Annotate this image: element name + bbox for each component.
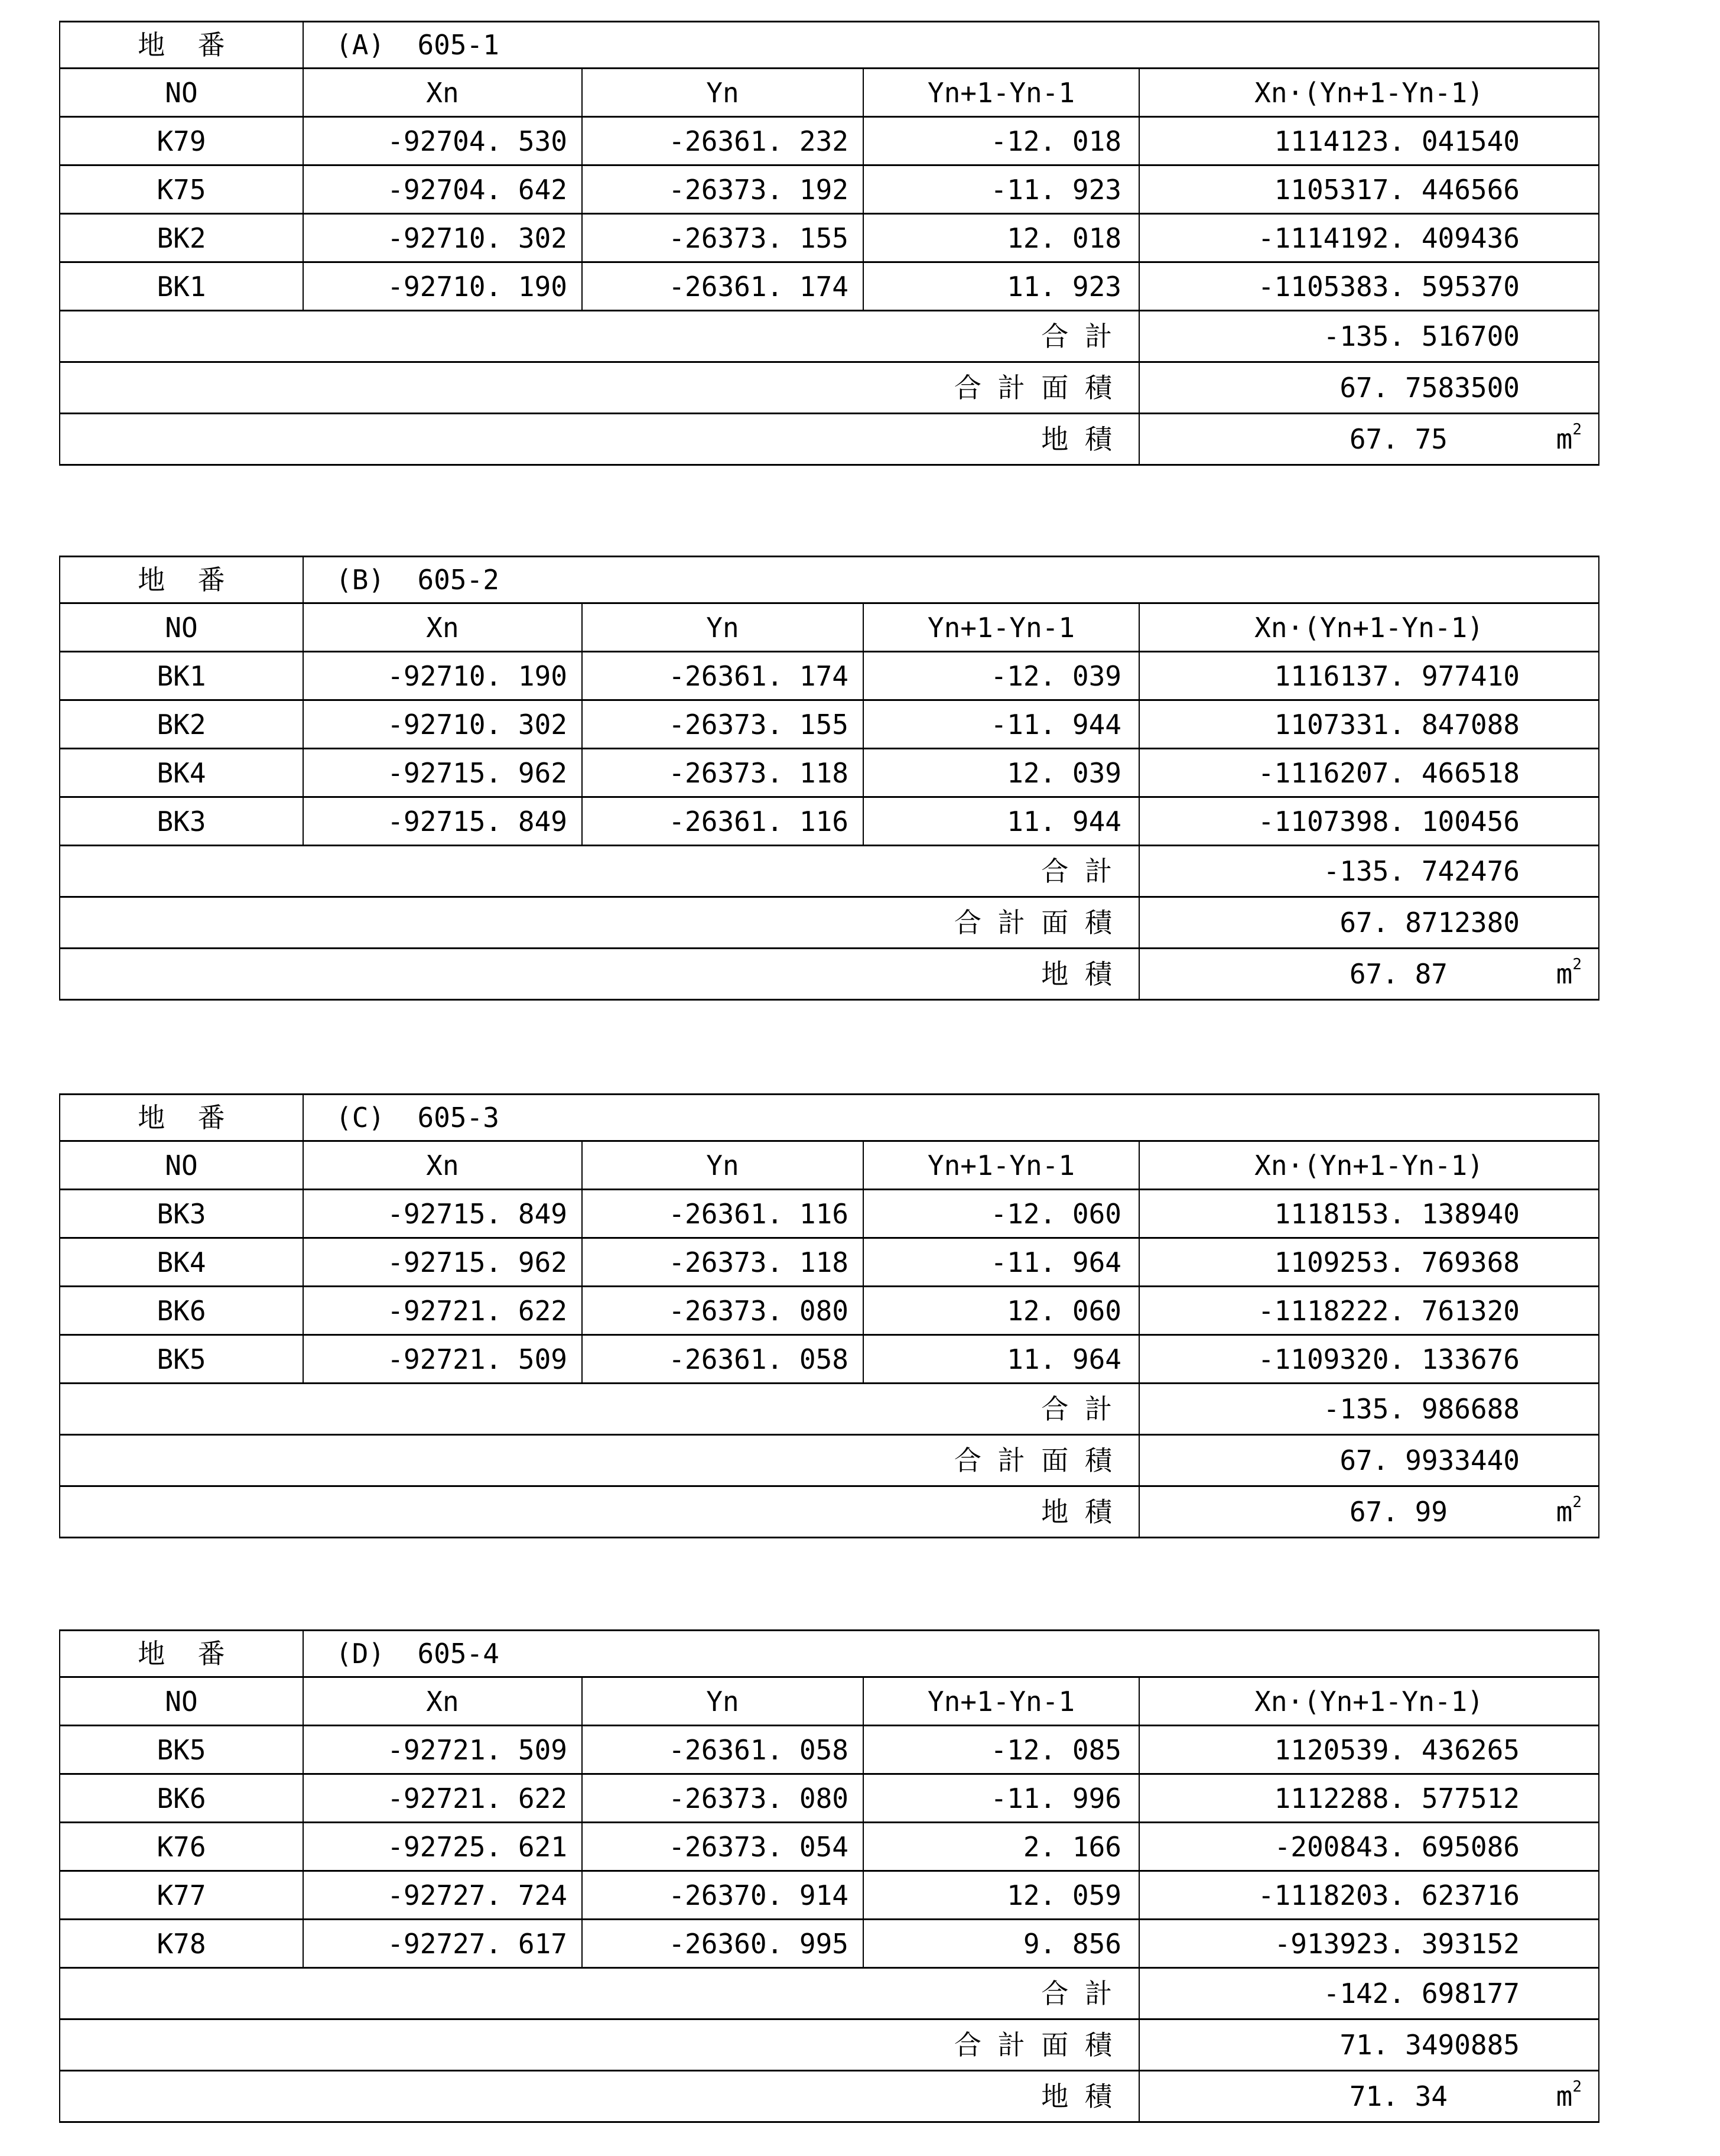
col-header-yn: Yn <box>583 1142 864 1189</box>
xn-cell: -92715. 962 <box>304 1239 583 1285</box>
table-row <box>60 166 1598 215</box>
total-area-value: 67. 7583500 <box>1339 372 1520 404</box>
yn-cell: -26361. 232 <box>583 118 864 164</box>
table-row <box>60 1872 1598 1920</box>
xn-cell: -92710. 190 <box>304 263 583 310</box>
col-header-no: NO <box>60 604 304 651</box>
product-cell: -1118203. 623716 <box>1257 1879 1520 1911</box>
col-header-no: NO <box>60 1142 304 1189</box>
land-area-label-cell: 地 積 <box>60 949 1140 999</box>
point-no-cell: K78 <box>60 1920 304 1967</box>
yn-cell: -26361. 174 <box>583 652 864 699</box>
yn-cell: -26361. 174 <box>583 263 864 310</box>
column-header-row <box>60 604 1598 652</box>
parcel-label: 地 番 <box>60 22 304 67</box>
yn-cell: -26373. 054 <box>583 1823 864 1870</box>
dy-cell: 12. 060 <box>864 1287 1140 1334</box>
parcel-id: (D) 605-4 <box>336 1638 499 1670</box>
land-area-row <box>60 1487 1598 1538</box>
point-no-cell: K77 <box>60 1872 304 1918</box>
dy-cell: 2. 166 <box>864 1823 1140 1870</box>
parcel-id: (B) 605-2 <box>336 564 499 596</box>
parcel-table-c <box>59 1093 1599 1538</box>
land-area-value-cell <box>1140 2071 1598 2121</box>
point-no-cell: BK5 <box>60 1336 304 1382</box>
yn-cell: -26361. 116 <box>583 1190 864 1237</box>
table-row <box>60 263 1598 311</box>
product-cell: 1116137. 977410 <box>1274 660 1520 692</box>
land-area-row <box>60 414 1598 466</box>
yn-cell: -26370. 914 <box>583 1872 864 1918</box>
total-area-value: 67. 8712380 <box>1339 907 1520 939</box>
yn-cell: -26373. 192 <box>583 166 864 213</box>
parcel-row <box>60 1095 1598 1142</box>
product-cell: -1107398. 100456 <box>1257 805 1520 837</box>
total-value: -135. 986688 <box>1323 1393 1520 1425</box>
column-header-row <box>60 1142 1598 1190</box>
point-no-cell: K76 <box>60 1823 304 1870</box>
square-meter-unit: $m^2$ <box>1556 421 1582 455</box>
parcel-table-b <box>59 556 1599 1001</box>
yn-cell: -26373. 155 <box>583 701 864 748</box>
col-header-xn: Xn <box>304 1142 583 1189</box>
parcel-label: 地 番 <box>60 1631 304 1676</box>
table-row <box>60 749 1598 798</box>
col-header-yn: Yn <box>583 604 864 651</box>
square-meter-unit: $m^2$ <box>1556 956 1582 990</box>
xn-cell: -92727. 617 <box>304 1920 583 1967</box>
total-area-label: 合 計 面 積 <box>60 1436 1140 1485</box>
land-area-value: 67. 99 <box>1349 1496 1448 1528</box>
dy-cell: -11. 923 <box>864 166 1140 213</box>
product-cell: -1116207. 466518 <box>1257 756 1520 789</box>
col-header-product: Xn·(Yn+1-Yn-1) <box>1254 76 1484 109</box>
product-cell: -1114192. 409436 <box>1257 222 1520 254</box>
yn-cell: -26361. 116 <box>583 798 864 845</box>
point-no-cell: BK2 <box>60 701 304 748</box>
yn-cell: -26373. 118 <box>583 1239 864 1285</box>
col-header-dy: Yn+1-Yn-1 <box>864 69 1140 116</box>
table-row <box>60 215 1598 263</box>
parcel-table-d <box>59 1629 1599 2123</box>
dy-cell: 11. 964 <box>864 1336 1140 1382</box>
land-area-value: 67. 75 <box>1349 423 1448 455</box>
product-cell: 1114123. 041540 <box>1274 125 1520 157</box>
dy-cell: 9. 856 <box>864 1920 1140 1967</box>
xn-cell: -92715. 849 <box>304 1190 583 1237</box>
table-row <box>60 1823 1598 1872</box>
dy-cell: -11. 996 <box>864 1775 1140 1821</box>
product-cell: -1105383. 595370 <box>1257 270 1520 303</box>
yn-cell: -26361. 058 <box>583 1726 864 1773</box>
xn-cell: -92710. 302 <box>304 701 583 748</box>
xn-cell: -92710. 302 <box>304 215 583 261</box>
xn-cell: -92721. 622 <box>304 1287 583 1334</box>
column-header-row <box>60 1678 1598 1726</box>
col-header-no: NO <box>60 69 304 116</box>
col-header-dy: Yn+1-Yn-1 <box>864 1678 1140 1725</box>
dy-cell: -12. 085 <box>864 1726 1140 1773</box>
table-row <box>60 1726 1598 1775</box>
point-no-cell: BK6 <box>60 1775 304 1821</box>
total-area-label: 合 計 面 積 <box>60 2020 1140 2070</box>
parcel-row <box>60 557 1598 604</box>
point-no-cell: BK4 <box>60 1239 304 1285</box>
table-row <box>60 1775 1598 1823</box>
land-area-label-cell: 地 積 <box>60 2071 1140 2121</box>
land-area-value: 71. 34 <box>1349 2080 1448 2112</box>
yn-cell: -26373. 118 <box>583 749 864 796</box>
table-row <box>60 1920 1598 1969</box>
total-label: 合 計 <box>60 1384 1140 1434</box>
total-area-value: 67. 9933440 <box>1339 1444 1520 1476</box>
total-value: -135. 742476 <box>1323 855 1520 887</box>
land-area-row <box>60 949 1598 1001</box>
xn-cell: -92715. 962 <box>304 749 583 796</box>
yn-cell: -26360. 995 <box>583 1920 864 1967</box>
product-cell: -200843. 695086 <box>1274 1830 1520 1863</box>
total-value: -135. 516700 <box>1323 320 1520 352</box>
col-header-xn: Xn <box>304 1678 583 1725</box>
total-row <box>60 1384 1598 1436</box>
product-cell: 1105317. 446566 <box>1274 173 1520 206</box>
parcel-table-a <box>59 21 1599 466</box>
point-no-cell: BK5 <box>60 1726 304 1773</box>
col-header-xn: Xn <box>304 69 583 116</box>
parcel-id: (A) 605-1 <box>336 29 499 61</box>
total-row <box>60 846 1598 898</box>
point-no-cell: BK6 <box>60 1287 304 1334</box>
land-area-value-cell <box>1140 949 1598 999</box>
point-no-cell: BK2 <box>60 215 304 261</box>
product-cell: 1120539. 436265 <box>1274 1733 1520 1766</box>
point-no-cell: K79 <box>60 118 304 164</box>
col-header-dy: Yn+1-Yn-1 <box>864 1142 1140 1189</box>
col-header-yn: Yn <box>583 69 864 116</box>
col-header-product: Xn·(Yn+1-Yn-1) <box>1254 611 1484 644</box>
dy-cell: 11. 923 <box>864 263 1140 310</box>
xn-cell: -92727. 724 <box>304 1872 583 1918</box>
land-area-label-cell: 地 積 <box>60 1487 1140 1537</box>
col-header-product: Xn·(Yn+1-Yn-1) <box>1254 1685 1484 1717</box>
product-cell: -1109320. 133676 <box>1257 1343 1520 1375</box>
xn-cell: -92721. 509 <box>304 1726 583 1773</box>
total-row <box>60 311 1598 363</box>
table-row <box>60 652 1598 701</box>
table-row <box>60 118 1598 166</box>
xn-cell: -92704. 642 <box>304 166 583 213</box>
xn-cell: -92710. 190 <box>304 652 583 699</box>
parcel-label: 地 番 <box>60 1095 304 1140</box>
yn-cell: -26361. 058 <box>583 1336 864 1382</box>
point-no-cell: BK3 <box>60 798 304 845</box>
square-meter-unit: $m^2$ <box>1556 1493 1582 1528</box>
total-area-label: 合 計 面 積 <box>60 898 1140 947</box>
land-area-row <box>60 2071 1598 2123</box>
product-cell: 1112288. 577512 <box>1274 1782 1520 1814</box>
dy-cell: 12. 018 <box>864 215 1140 261</box>
total-value: -142. 698177 <box>1323 1978 1520 2009</box>
table-row <box>60 1287 1598 1336</box>
dy-cell: 11. 944 <box>864 798 1140 845</box>
table-row <box>60 798 1598 846</box>
land-area-value-cell <box>1140 1487 1598 1537</box>
product-cell: 1118153. 138940 <box>1274 1197 1520 1230</box>
total-area-row <box>60 898 1598 949</box>
total-area-row <box>60 1436 1598 1487</box>
yn-cell: -26373. 080 <box>583 1287 864 1334</box>
col-header-dy: Yn+1-Yn-1 <box>864 604 1140 651</box>
table-row <box>60 701 1598 749</box>
col-header-yn: Yn <box>583 1678 864 1725</box>
col-header-no: NO <box>60 1678 304 1725</box>
yn-cell: -26373. 155 <box>583 215 864 261</box>
parcel-label: 地 番 <box>60 557 304 602</box>
column-header-row <box>60 69 1598 118</box>
product-cell: 1109253. 769368 <box>1274 1246 1520 1278</box>
col-header-xn: Xn <box>304 604 583 651</box>
xn-cell: -92704. 530 <box>304 118 583 164</box>
parcel-row <box>60 22 1598 69</box>
total-label: 合 計 <box>60 1969 1140 2018</box>
table-row <box>60 1190 1598 1239</box>
product-cell: -913923. 393152 <box>1274 1927 1520 1960</box>
dy-cell: 12. 059 <box>864 1872 1140 1918</box>
table-row <box>60 1336 1598 1384</box>
total-area-row <box>60 363 1598 414</box>
dy-cell: -12. 039 <box>864 652 1140 699</box>
parcel-row <box>60 1631 1598 1678</box>
square-meter-unit: $m^2$ <box>1556 2078 1582 2112</box>
point-no-cell: BK3 <box>60 1190 304 1237</box>
land-area-value: 67. 87 <box>1349 958 1448 990</box>
col-header-product: Xn·(Yn+1-Yn-1) <box>1254 1149 1484 1181</box>
point-no-cell: BK1 <box>60 652 304 699</box>
dy-cell: -12. 060 <box>864 1190 1140 1237</box>
point-no-cell: BK4 <box>60 749 304 796</box>
total-label: 合 計 <box>60 846 1140 896</box>
total-area-row <box>60 2020 1598 2071</box>
dy-cell: -11. 964 <box>864 1239 1140 1285</box>
xn-cell: -92721. 622 <box>304 1775 583 1821</box>
table-row <box>60 1239 1598 1287</box>
total-row <box>60 1969 1598 2020</box>
yn-cell: -26373. 080 <box>583 1775 864 1821</box>
xn-cell: -92715. 849 <box>304 798 583 845</box>
parcel-id: (C) 605-3 <box>336 1102 499 1134</box>
product-cell: 1107331. 847088 <box>1274 708 1520 741</box>
land-area-value-cell <box>1140 414 1598 464</box>
dy-cell: -11. 944 <box>864 701 1140 748</box>
dy-cell: 12. 039 <box>864 749 1140 796</box>
total-area-value: 71. 3490885 <box>1339 2029 1520 2061</box>
total-label: 合 計 <box>60 311 1140 361</box>
dy-cell: -12. 018 <box>864 118 1140 164</box>
product-cell: -1118222. 761320 <box>1257 1294 1520 1327</box>
point-no-cell: K75 <box>60 166 304 213</box>
xn-cell: -92721. 509 <box>304 1336 583 1382</box>
point-no-cell: BK1 <box>60 263 304 310</box>
land-area-label-cell: 地 積 <box>60 414 1140 464</box>
total-area-label: 合 計 面 積 <box>60 363 1140 413</box>
xn-cell: -92725. 621 <box>304 1823 583 1870</box>
